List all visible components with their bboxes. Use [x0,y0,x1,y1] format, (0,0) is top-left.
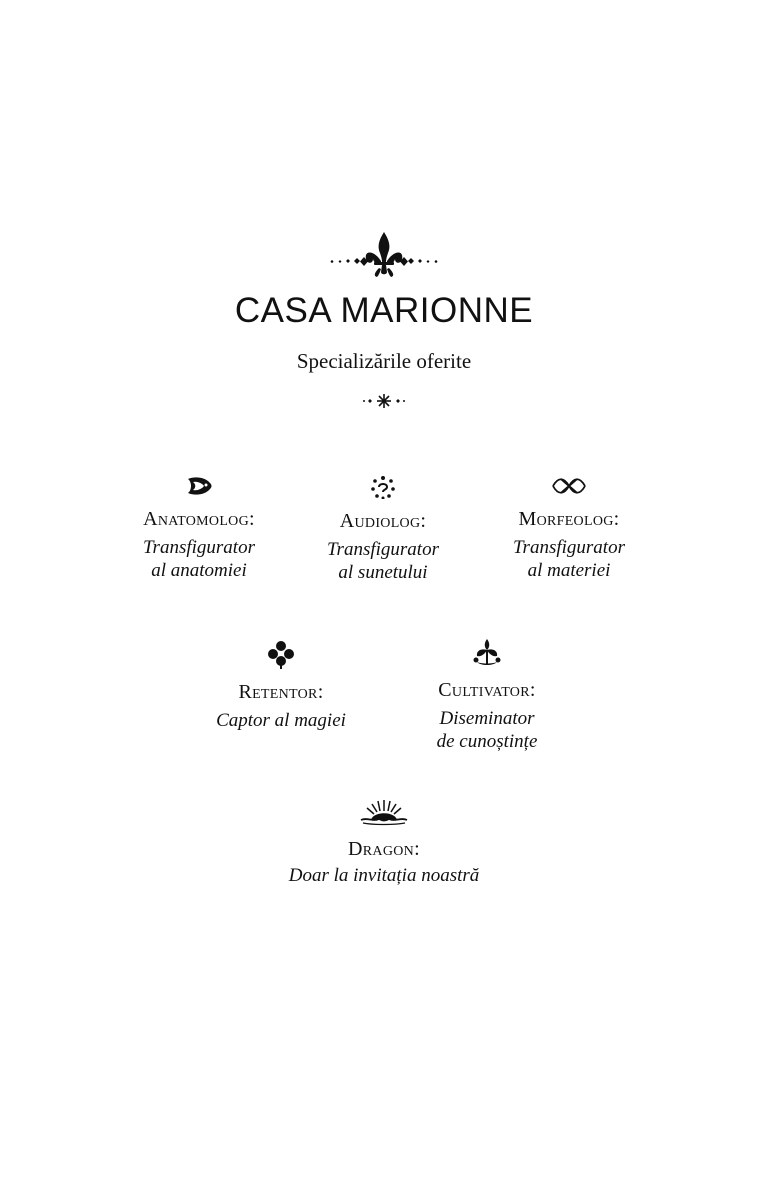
specialization-description: Transfigurator al anatomiei [143,537,255,581]
specialization-anatomolog [99,475,299,582]
specialization-retentor [181,640,381,732]
specialization-description: Diseminator de cunoștințe [436,708,538,752]
page-subtitle: Specializările oferite [296,349,472,373]
specialization-description: Captor al magiei [216,710,346,731]
specialization-name: Audiolog: [339,510,427,532]
specialization-name: Cultivator: [438,679,536,701]
lotus-icon [471,638,503,668]
fleur-de-lis-ornament-icon [324,228,444,280]
star-divider-icon [360,391,408,411]
specialization-morfeolog [469,475,669,582]
specialization-audiolog [283,475,483,584]
specialization-dragon [284,798,484,887]
clover-icon [267,640,295,670]
specialization-description: Transfigurator al sunetului [327,539,439,583]
interlaced-knot-icon [550,475,588,497]
specialization-name: Morfeolog: [518,508,620,530]
specialization-name: Dragon: [348,838,420,860]
fish-icon [185,475,213,497]
specialization-name: Anatomolog: [143,508,255,530]
specialization-cultivator [387,638,587,753]
specialization-description: Transfigurator al materiei [513,537,625,581]
specialization-name: Retentor: [238,681,324,703]
page-title: CASA MARIONNE [234,291,534,330]
sun-dots-icon [370,475,396,499]
sunrise-icon [359,798,409,826]
specialization-description: Doar la invitația noastră [288,865,480,886]
